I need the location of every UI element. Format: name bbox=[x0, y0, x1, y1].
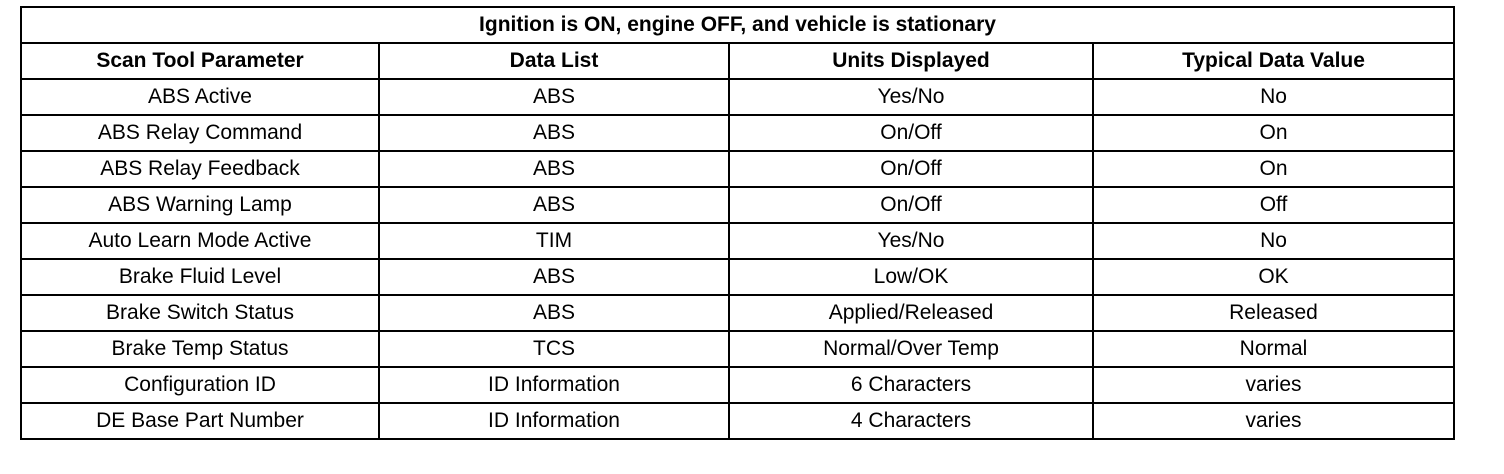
cell-units: Yes/No bbox=[729, 223, 1093, 259]
table-head bbox=[21, 7, 1454, 79]
header-units-displayed: Units Displayed bbox=[729, 43, 1093, 79]
table-row bbox=[21, 367, 1454, 403]
cell-data-list: ABS bbox=[379, 151, 729, 187]
header-row bbox=[21, 43, 1454, 79]
cell-units: 6 Characters bbox=[729, 367, 1093, 403]
cell-typical-value: No bbox=[1093, 223, 1454, 259]
cell-parameter: ABS Warning Lamp bbox=[21, 187, 379, 223]
cell-parameter: ABS Active bbox=[21, 79, 379, 115]
cell-units: On/Off bbox=[729, 151, 1093, 187]
table-row bbox=[21, 331, 1454, 367]
cell-data-list: ABS bbox=[379, 295, 729, 331]
cell-units: Low/OK bbox=[729, 259, 1093, 295]
cell-typical-value: Off bbox=[1093, 187, 1454, 223]
table-row bbox=[21, 187, 1454, 223]
table-row bbox=[21, 79, 1454, 115]
table-caption: Ignition is ON, engine OFF, and vehicle is stationary bbox=[21, 7, 1454, 43]
cell-units: Yes/No bbox=[729, 79, 1093, 115]
table-row bbox=[21, 403, 1454, 439]
cell-data-list: TCS bbox=[379, 331, 729, 367]
cell-units: Applied/Released bbox=[729, 295, 1093, 331]
cell-data-list: ABS bbox=[379, 79, 729, 115]
cell-data-list: ABS bbox=[379, 187, 729, 223]
cell-typical-value: varies bbox=[1093, 367, 1454, 403]
cell-parameter: Brake Switch Status bbox=[21, 295, 379, 331]
cell-data-list: ID Information bbox=[379, 367, 729, 403]
cell-units: Normal/Over Temp bbox=[729, 331, 1093, 367]
header-data-list: Data List bbox=[379, 43, 729, 79]
cell-typical-value: Normal bbox=[1093, 331, 1454, 367]
cell-units: 4 Characters bbox=[729, 403, 1093, 439]
cell-typical-value: No bbox=[1093, 79, 1454, 115]
cell-units: On/Off bbox=[729, 187, 1093, 223]
cell-parameter: Brake Temp Status bbox=[21, 331, 379, 367]
table-row bbox=[21, 115, 1454, 151]
cell-typical-value: Released bbox=[1093, 295, 1454, 331]
cell-parameter: Brake Fluid Level bbox=[21, 259, 379, 295]
scan-tool-data-table bbox=[20, 6, 1455, 440]
cell-parameter: ABS Relay Command bbox=[21, 115, 379, 151]
caption-row bbox=[21, 7, 1454, 43]
cell-data-list: ABS bbox=[379, 259, 729, 295]
table-row bbox=[21, 259, 1454, 295]
header-typical-data-value: Typical Data Value bbox=[1093, 43, 1454, 79]
table-row bbox=[21, 295, 1454, 331]
cell-data-list: ID Information bbox=[379, 403, 729, 439]
cell-parameter: DE Base Part Number bbox=[21, 403, 379, 439]
header-scan-tool-parameter: Scan Tool Parameter bbox=[21, 43, 379, 79]
cell-parameter: Auto Learn Mode Active bbox=[21, 223, 379, 259]
cell-parameter: Configuration ID bbox=[21, 367, 379, 403]
table-body bbox=[21, 79, 1454, 439]
cell-typical-value: On bbox=[1093, 151, 1454, 187]
cell-data-list: TIM bbox=[379, 223, 729, 259]
cell-units: On/Off bbox=[729, 115, 1093, 151]
cell-typical-value: OK bbox=[1093, 259, 1454, 295]
cell-typical-value: On bbox=[1093, 115, 1454, 151]
cell-typical-value: varies bbox=[1093, 403, 1454, 439]
table-row bbox=[21, 151, 1454, 187]
cell-parameter: ABS Relay Feedback bbox=[21, 151, 379, 187]
table-row bbox=[21, 223, 1454, 259]
cell-data-list: ABS bbox=[379, 115, 729, 151]
